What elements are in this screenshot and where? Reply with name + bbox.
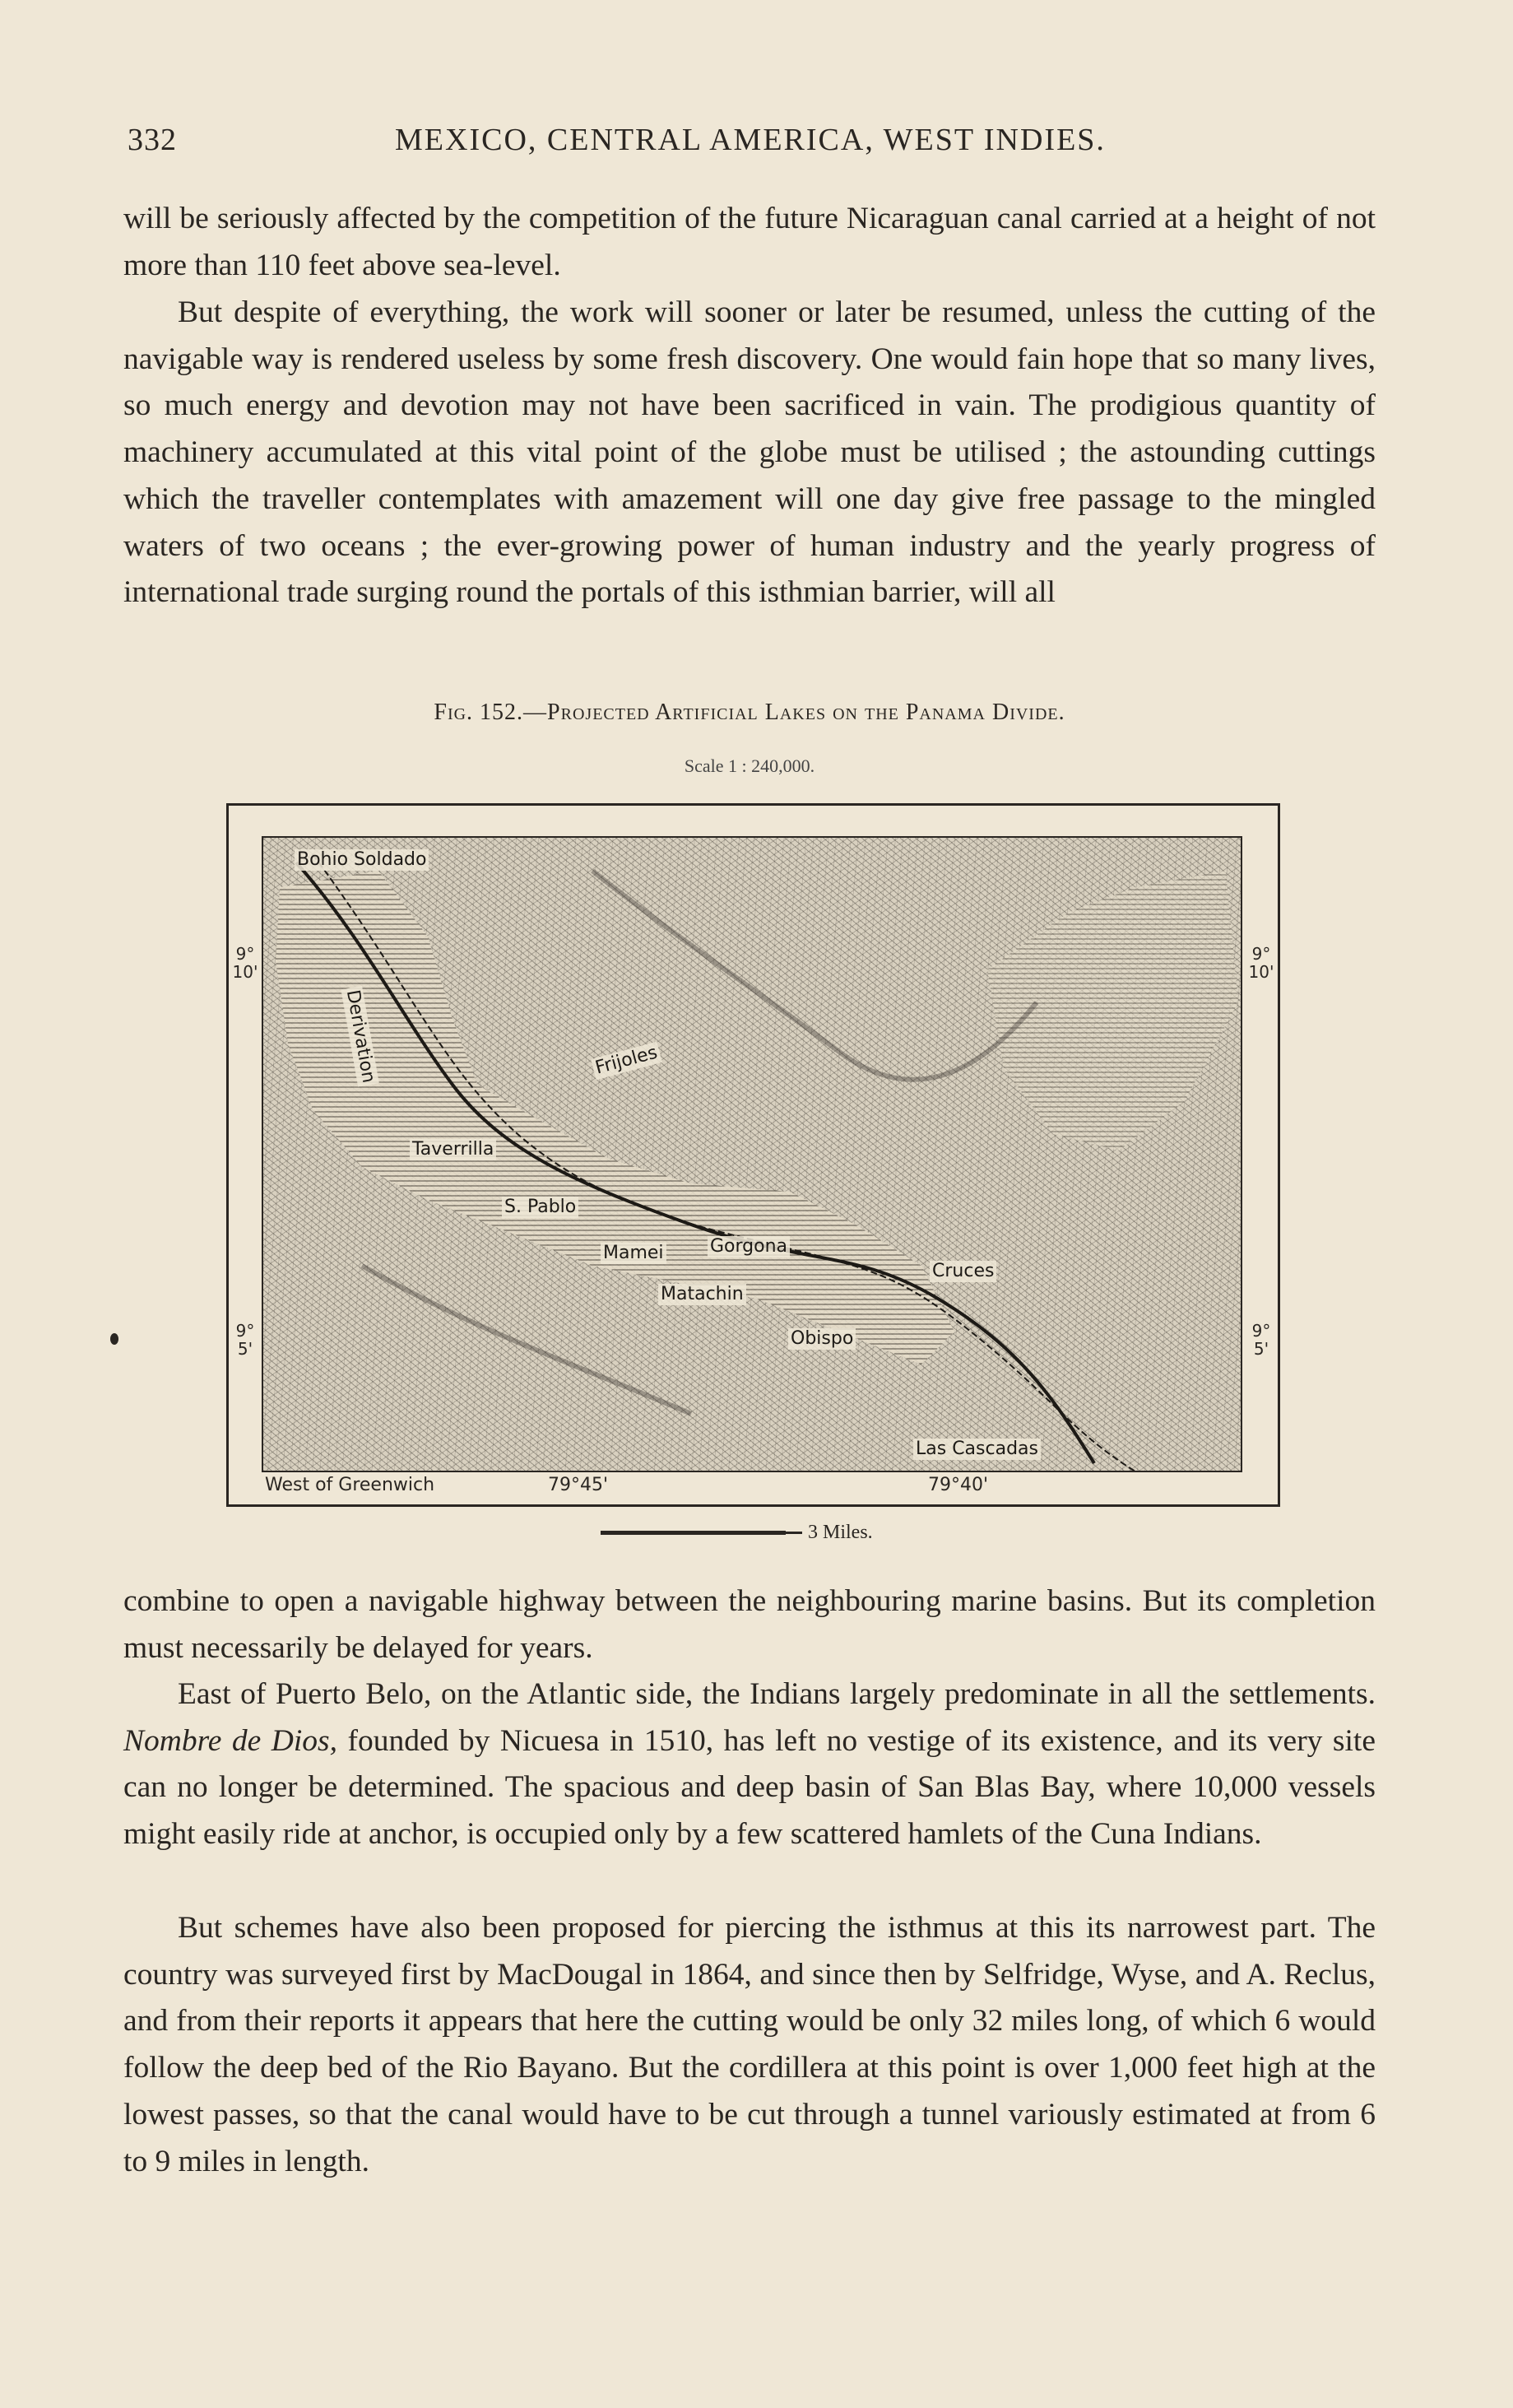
paragraph-2: But despite of everything, the work will sooner or later be resumed, unless the cutting of the navigable way is rendered useless by some fresh discovery. One would fain hope that so many lives, so much energy and devotion may not have been sacrificed in vain. The prodigious quantity of machinery accumulated at this vital point of the globe must be utilised ; the astounding cuttings which the traveller contemplates with amazement will one day give free passage to the mingled waters of two oceans ; the ever-growing power of human industry and the yearly progress of international trade surging round the portals of this isthmian barrier, will all: [123, 295, 1376, 610]
lon-west-of-greenwich: West of Greenwich: [265, 1475, 435, 1495]
place-name-italic: Nombre de Dios,: [123, 1723, 338, 1758]
lon-79-45: 79°45': [548, 1475, 609, 1495]
lat-left-top: 9° 10': [232, 944, 258, 982]
label-taverrilla: Taverrilla: [410, 1139, 496, 1160]
label-mamei: Mamei: [601, 1243, 666, 1264]
map-illustration: [262, 836, 1242, 1472]
paragraph-3: combine to open a navigable highway between the neighbouring marine basins. But its completion must necessarily be delayed for years.: [123, 1584, 1376, 1665]
figure-caption: Fig. 152.—Projected Artificial Lakes on the Panama Divide.: [434, 700, 1065, 725]
lake-east: [987, 871, 1238, 1151]
scale-bar: [601, 1522, 930, 1543]
label-derivation: Derivation: [341, 986, 378, 1087]
page-number: 332: [128, 123, 177, 157]
page-header: [128, 122, 1378, 168]
scale-bar-label: 3 Miles.: [808, 1522, 873, 1543]
artificial-lake: [276, 871, 954, 1364]
label-las-cascadas: Las Cascadas: [913, 1439, 1041, 1460]
label-obispo: Obispo: [788, 1328, 856, 1350]
label-san-pablo: S. Pablo: [502, 1197, 578, 1218]
lat-right-bottom: 9° 5': [1251, 1321, 1271, 1359]
lon-79-40: 79°40': [928, 1475, 989, 1495]
margin-mark: [110, 1333, 118, 1345]
label-cruces: Cruces: [930, 1261, 996, 1282]
label-frijoles: Frijoles: [591, 1042, 662, 1081]
figure-scale: Scale 1 : 240,000.: [684, 755, 815, 776]
running-title: MEXICO, CENTRAL AMERICA, WEST INDIES.: [395, 123, 1106, 157]
label-gorgona: Gorgona: [708, 1236, 790, 1257]
label-matachin: Matachin: [658, 1284, 746, 1305]
label-bohio-soldado: Bohio Soldado: [295, 849, 429, 871]
scale-bar-line: [601, 1531, 786, 1535]
lat-right-top: 9° 10': [1248, 944, 1274, 982]
paragraph-4: East of Puerto Belo, on the Atlantic side, the Indians largely predominate in all the settlements. Nombre de Dios, founded by Nicuesa in 1510, has left no vestige of its existence, and its very site can no longer be determined. The spacious and deep basin of San Blas Bay, where 10,000 vessels might easily ride at anchor, is occupied only by a few scattered hamlets of the Cuna Indians.: [123, 1677, 1376, 1852]
lat-left-bottom: 9° 5': [235, 1321, 255, 1359]
paragraph-5: But schemes have also been proposed for piercing the isthmus at this its narrowest part. The country was surveyed first by MacDougal in 1864, and since then by Selfridge, Wyse, and A. Reclus, and from their reports it appears that here the cutting would be only 32 miles long, of which 6 would follow the deep bed of the Rio Bayano. But the cordillera at this point is over 1,000 feet high at the lowest passes, so that the canal would have to be cut through a tunnel variously estimated at from 6 to 9 miles in length.: [123, 1911, 1376, 2178]
paragraph-1: will be seriously affected by the competition of the future Nicaraguan canal carried at a height of not more than 110 feet above sea-level.: [123, 202, 1376, 282]
